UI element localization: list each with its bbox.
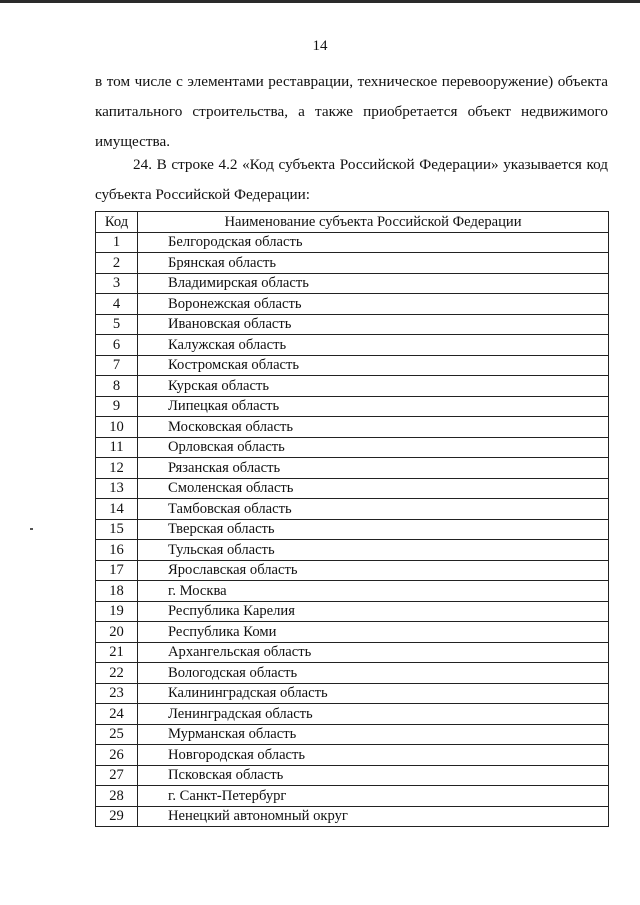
subject-name-cell: Вологодская область [138, 663, 609, 684]
subject-name-cell: г. Москва [138, 581, 609, 602]
paragraph-item-24 [95, 150, 608, 210]
table-body [96, 232, 609, 827]
subject-code-cell: 15 [96, 519, 138, 540]
subject-name-cell: Калужская область [138, 335, 609, 356]
table-row [96, 560, 609, 581]
subject-name-cell: Тверская область [138, 519, 609, 540]
subject-code-cell: 23 [96, 683, 138, 704]
table-row [96, 273, 609, 294]
subject-code-cell: 28 [96, 786, 138, 807]
table-row [96, 622, 609, 643]
table-row [96, 663, 609, 684]
subject-code-cell: 12 [96, 458, 138, 479]
subject-code-cell: 24 [96, 704, 138, 725]
subject-code-cell: 29 [96, 806, 138, 827]
subject-name-cell: Владимирская область [138, 273, 609, 294]
table-row [96, 806, 609, 827]
paragraph-continuation [95, 67, 608, 157]
subject-name-cell: Республика Коми [138, 622, 609, 643]
table-row [96, 376, 609, 397]
subject-name-cell: Курская область [138, 376, 609, 397]
subject-name-cell: Орловская область [138, 437, 609, 458]
subject-name-cell: Московская область [138, 417, 609, 438]
subject-name-cell: Ивановская область [138, 314, 609, 335]
subject-code-cell: 2 [96, 253, 138, 274]
table-row [96, 642, 609, 663]
table-row [96, 314, 609, 335]
subject-name-cell: Ненецкий автономный округ [138, 806, 609, 827]
subject-code-cell: 5 [96, 314, 138, 335]
paragraph-line: в том числе с элементами реставрации, техническое перевооружение) объекта [95, 73, 608, 90]
page-number: 14 [312, 38, 328, 54]
subject-code-cell: 11 [96, 437, 138, 458]
page-top-edge [0, 0, 640, 3]
table-row [96, 458, 609, 479]
subject-name-cell: Рязанская область [138, 458, 609, 479]
paragraph-line: имущества. [95, 133, 171, 150]
subject-name-cell: Тамбовская область [138, 499, 609, 520]
subject-name-cell: Костромская область [138, 355, 609, 376]
table-row [96, 683, 609, 704]
subject-name-cell: Архангельская область [138, 642, 609, 663]
table-row [96, 765, 609, 786]
subject-code-cell: 4 [96, 294, 138, 315]
subject-code-cell: 14 [96, 499, 138, 520]
paragraph-line: 24. В строке 4.2 «Код субъекта Российской Федерации» указывается код [133, 156, 608, 173]
subject-name-cell: Ленинградская область [138, 704, 609, 725]
subject-code-cell: 16 [96, 540, 138, 561]
table-row [96, 253, 609, 274]
subject-code-cell: 20 [96, 622, 138, 643]
subject-name-cell: Воронежская область [138, 294, 609, 315]
subject-code-cell: 21 [96, 642, 138, 663]
table-header-row [96, 212, 609, 233]
subject-code-cell: 10 [96, 417, 138, 438]
paragraph-line: субъекта Российской Федерации: [95, 186, 311, 203]
column-header-name: Наименование субъекта Российской Федерации [138, 212, 609, 233]
subject-name-cell: Новгородская область [138, 745, 609, 766]
table-row [96, 745, 609, 766]
subject-code-cell: 22 [96, 663, 138, 684]
table-row [96, 704, 609, 725]
subject-code-cell: 25 [96, 724, 138, 745]
subject-name-cell: Тульская область [138, 540, 609, 561]
subject-code-cell: 26 [96, 745, 138, 766]
table-row [96, 355, 609, 376]
subject-name-cell: Белгородская область [138, 232, 609, 253]
table-row [96, 786, 609, 807]
subject-code-cell: 17 [96, 560, 138, 581]
subject-code-cell: 6 [96, 335, 138, 356]
paragraph-line: капитального строительства, а также приобретается объект недвижимого [95, 103, 608, 120]
table-row [96, 232, 609, 253]
subject-code-cell: 19 [96, 601, 138, 622]
subject-name-cell: Липецкая область [138, 396, 609, 417]
subject-code-cell: 7 [96, 355, 138, 376]
subject-code-cell: 18 [96, 581, 138, 602]
subject-name-cell: Брянская область [138, 253, 609, 274]
subject-name-cell: Смоленская область [138, 478, 609, 499]
table-row [96, 519, 609, 540]
subject-name-cell: Псковская область [138, 765, 609, 786]
table-row [96, 335, 609, 356]
column-header-code: Код [96, 212, 138, 233]
table-row [96, 478, 609, 499]
federal-subjects-table [95, 211, 609, 827]
subject-name-cell: Мурманская область [138, 724, 609, 745]
table-row [96, 540, 609, 561]
table-row [96, 294, 609, 315]
subject-name-cell: Калининградская область [138, 683, 609, 704]
table-row [96, 499, 609, 520]
table-row [96, 601, 609, 622]
subject-code-cell: 3 [96, 273, 138, 294]
subject-code-cell: 13 [96, 478, 138, 499]
subject-code-cell: 9 [96, 396, 138, 417]
subject-name-cell: Республика Карелия [138, 601, 609, 622]
table-row [96, 417, 609, 438]
table-row [96, 396, 609, 417]
subject-name-cell: г. Санкт-Петербург [138, 786, 609, 807]
table-row [96, 724, 609, 745]
subject-code-cell: 8 [96, 376, 138, 397]
subject-name-cell: Ярославская область [138, 560, 609, 581]
subject-code-cell: 1 [96, 232, 138, 253]
scan-margin-mark [30, 528, 33, 530]
table-row [96, 437, 609, 458]
subject-code-cell: 27 [96, 765, 138, 786]
table-row [96, 581, 609, 602]
